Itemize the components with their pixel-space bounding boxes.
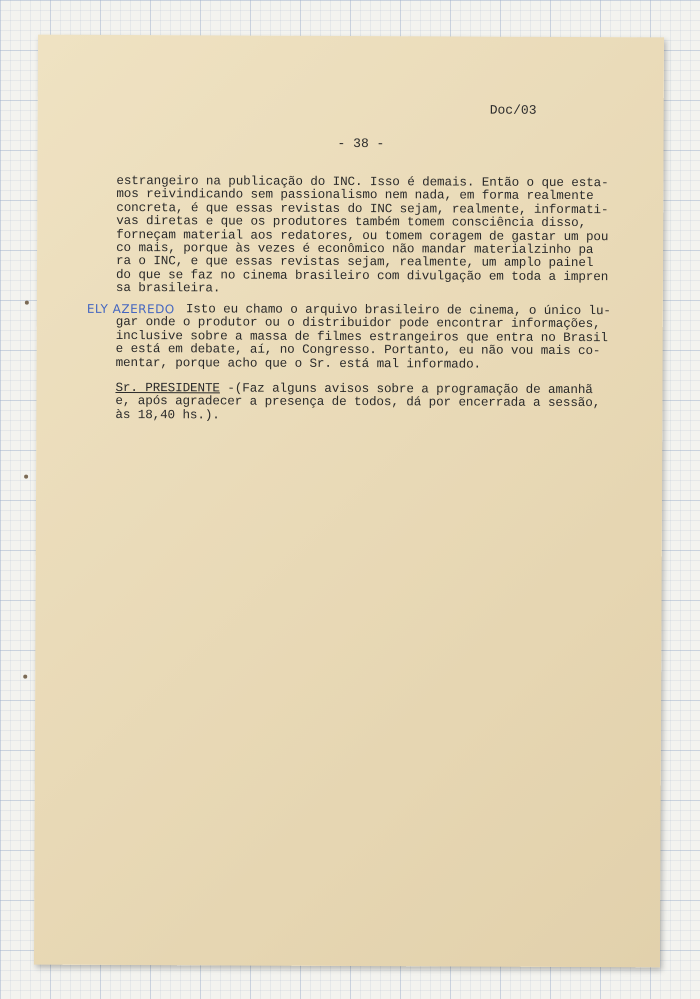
page-number: - 38 - <box>337 135 385 152</box>
document-sheet <box>34 35 664 968</box>
text-line: mos reivindicando sem passionalismo nem nada, em forma realmente <box>116 187 594 204</box>
text-line: e está em debate, aí, no Congresso. Portanto, eu não vou mais co- <box>115 342 601 359</box>
document-reference: Doc/03 <box>489 102 537 118</box>
punch-hole <box>23 675 27 679</box>
paragraph-3 <box>115 382 645 425</box>
text-line: forneçam material aos redatores, ou tomem coragem de gastar um pou <box>116 227 609 244</box>
text-line: ra o INC, e que essas revistas sejam, realmente, um amplo painel <box>116 254 594 271</box>
punch-hole <box>24 475 28 479</box>
paragraph-1 <box>116 175 647 298</box>
text-line: co mais, porque às vezes é econômico não mandar materialzinho pa <box>116 241 594 258</box>
text-line: mentar, porque acho que o Sr. está mal informado. <box>115 355 482 372</box>
text-line: vas diretas e que os produtores também tomem consciência disso, <box>116 214 587 231</box>
text-line: inclusive sobre a massa de filmes estrangeiros que entra no Brasil <box>115 328 608 345</box>
text-line: estrangeiro na publicação do INC. Isso é demais. Então o que esta- <box>116 173 609 191</box>
speaker-name: Sr. PRESIDENTE <box>115 380 220 396</box>
text-fragment: -(Faz alguns avisos sobre a programação de amanhã <box>219 381 593 398</box>
punch-hole <box>25 301 29 305</box>
paragraph-2 <box>116 303 646 372</box>
text-line: do que se faz no cinema brasileiro com divulgação em toda a impren <box>115 267 609 284</box>
text-line: sa brasileira. <box>115 281 221 296</box>
speaker-name-handwritten: ELY AZEREDO <box>86 301 175 317</box>
text-line: Isto eu chamo o arquivo brasileiro de cinema, o único lu- <box>185 302 611 319</box>
text-line: concreta, é que essas revistas do INC sejam, realmente, informati- <box>116 200 609 217</box>
text-line: e, após agradecer a presença de todos, dá por encerrada a sessão, <box>115 394 601 411</box>
text-line: gar onde o produtor ou o distribuidor pode encontrar informações, <box>115 315 601 332</box>
text-line: às 18,40 hs.). <box>115 407 220 423</box>
